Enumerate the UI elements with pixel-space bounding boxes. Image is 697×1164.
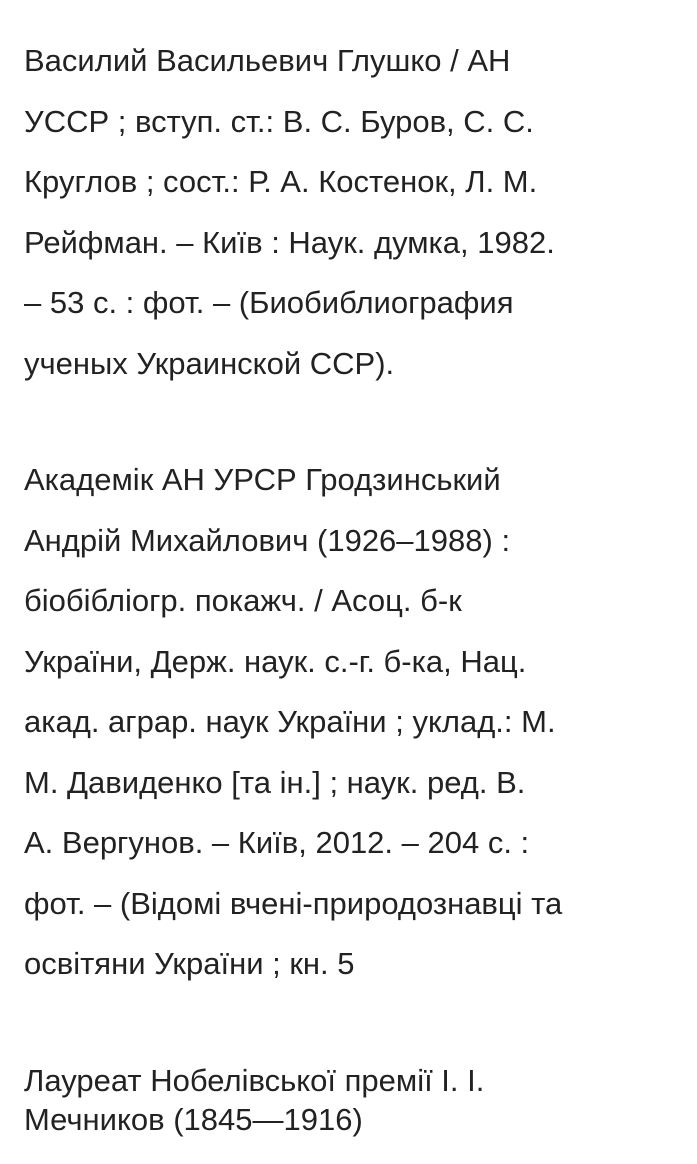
entry-line: Василий Васильевич Глушко / АН — [24, 43, 511, 78]
bibliography-entry-glushko — [24, 39, 674, 402]
entry-line: Академік АН УРСР Гродзинський — [24, 462, 501, 497]
entry-line: ученых Украинской ССР). — [24, 345, 395, 381]
entry-line: біобібліогр. покажч. / Асоц. б-к — [24, 583, 462, 618]
entry-line: акад. аграр. наук України ; уклад.: М. — [24, 704, 556, 739]
entry-line: Мечников (1845—1916) — [24, 1102, 363, 1137]
bibliography-entry-grodzinsky — [24, 458, 674, 1003]
entry-line: Андрій Михайлович (1926–1988) : — [24, 522, 511, 558]
bibliography-entry-mechnikov — [24, 1061, 674, 1139]
entry-line: Рейфман. – Київ : Наук. думка, 1982. — [24, 224, 555, 260]
entry-line: М. Давиденко [та ін.] ; наук. ред. В. — [24, 764, 526, 800]
entry-line: фот. – (Відомі вчені-природознавці та — [24, 885, 563, 921]
entry-line: – 53 с. : фот. – (Биобиблиография — [24, 285, 514, 320]
entry-line: Круглов ; сост.: Р. А. Костенок, Л. М. — [24, 164, 538, 199]
entry-line: А. Вергунов. – Київ, 2012. – 204 с. : — [24, 825, 530, 860]
entry-line: освітяни України ; кн. 5 — [24, 946, 355, 981]
entry-line: Лауреат Нобелівської премії І. І. — [24, 1063, 485, 1098]
entry-line: УССР ; вступ. ст.: В. С. Буров, С. С. — [24, 103, 534, 139]
entry-line: України, Держ. наук. с.-г. б-ка, Нац. — [24, 643, 527, 679]
